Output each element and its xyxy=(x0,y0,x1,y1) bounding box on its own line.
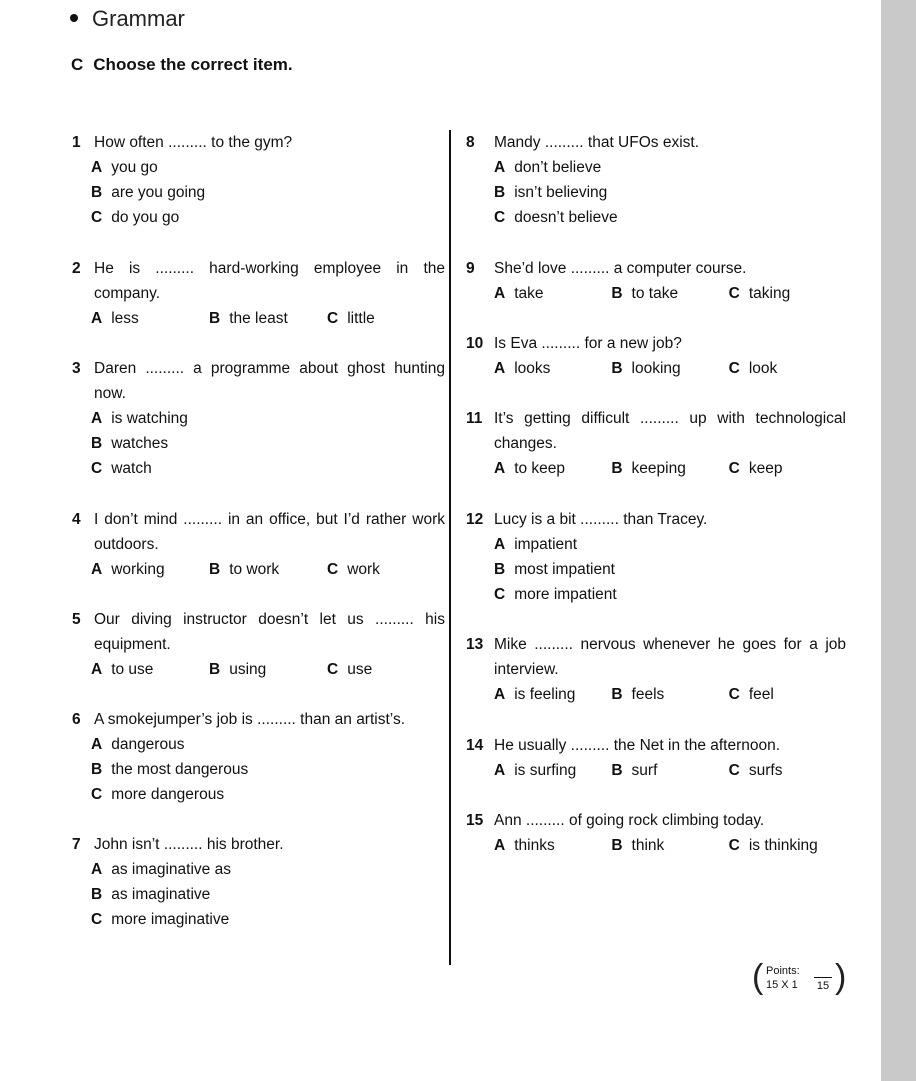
option-a[interactable]: A working xyxy=(91,561,165,578)
question-text: Daren ......... a programme about ghost hunting now. xyxy=(94,360,445,402)
question-7 xyxy=(72,832,445,932)
left-paren-icon: ( xyxy=(752,958,764,996)
option-c[interactable]: C more impatient xyxy=(494,586,617,603)
option-b[interactable]: B watches xyxy=(91,435,169,452)
option-b[interactable]: B to take xyxy=(611,285,679,302)
option-c[interactable]: C work xyxy=(327,561,380,578)
question-number: 6 xyxy=(72,711,81,728)
option-c[interactable]: C look xyxy=(728,360,778,377)
option-c[interactable]: C keep xyxy=(728,460,783,477)
question-11 xyxy=(466,406,846,481)
question-number: 10 xyxy=(466,335,484,352)
option-b[interactable]: B the least xyxy=(209,310,288,327)
question-8 xyxy=(466,130,846,230)
question-text: John isn’t ......... his brother. xyxy=(94,836,284,853)
option-a[interactable]: A as imaginative as xyxy=(91,861,231,878)
question-text: I don’t mind ......... in an office, but I’d rather work outdoors. xyxy=(94,511,445,553)
option-b[interactable]: B surf xyxy=(611,762,658,779)
option-c[interactable]: C is thinking xyxy=(728,837,818,854)
question-14 xyxy=(466,733,846,783)
option-a[interactable]: A looks xyxy=(494,360,551,377)
option-c[interactable]: C more dangerous xyxy=(91,786,225,803)
option-b[interactable]: B to work xyxy=(209,561,280,578)
question-3 xyxy=(72,356,445,481)
option-c[interactable]: C doesn’t believe xyxy=(494,209,618,226)
option-b[interactable]: B are you going xyxy=(91,184,206,201)
question-number: 1 xyxy=(72,134,81,151)
bullet-icon xyxy=(70,14,78,22)
instruction-letter: C xyxy=(71,55,84,74)
question-text: Mandy ......... that UFOs exist. xyxy=(494,134,700,151)
option-c[interactable]: C surfs xyxy=(728,762,783,779)
option-c[interactable]: C watch xyxy=(91,460,152,477)
question-6 xyxy=(72,707,445,807)
question-text: He is ......... hard-working employee in the company. xyxy=(94,260,445,302)
instruction xyxy=(71,55,293,75)
option-b[interactable]: B as imaginative xyxy=(91,886,211,903)
option-a[interactable]: A to use xyxy=(91,661,154,678)
option-b[interactable]: B most impatient xyxy=(494,561,615,578)
option-b[interactable]: B looking xyxy=(611,360,681,377)
question-text: She’d love ......... a computer course. xyxy=(494,260,747,277)
option-c[interactable]: C more imaginative xyxy=(91,911,230,928)
option-a[interactable]: A impatient xyxy=(494,536,578,553)
option-a[interactable]: A dangerous xyxy=(91,736,185,753)
question-text: A smokejumper’s job is ......... than an artist’s. xyxy=(94,711,405,728)
instruction-text: Choose the correct item. xyxy=(93,55,293,74)
points-total: 15 xyxy=(814,977,832,993)
question-number: 8 xyxy=(466,134,475,151)
points-calc: 15 X 1 xyxy=(766,979,798,991)
option-a[interactable]: A less xyxy=(91,310,139,327)
question-5 xyxy=(72,607,445,682)
question-13 xyxy=(466,632,846,707)
question-9 xyxy=(466,256,846,306)
option-b[interactable]: B feels xyxy=(611,686,665,703)
question-text: He usually ......... the Net in the afternoon. xyxy=(494,737,781,754)
question-text: It’s getting difficult ......... up with technological changes. xyxy=(494,410,846,452)
option-a[interactable]: A is feeling xyxy=(494,686,576,703)
question-4 xyxy=(72,507,445,582)
points-box xyxy=(752,958,847,998)
page-edge-shadow xyxy=(881,0,916,1081)
question-number: 15 xyxy=(466,812,484,829)
question-15 xyxy=(466,808,846,858)
question-number: 11 xyxy=(466,410,483,427)
option-a[interactable]: A thinks xyxy=(494,837,555,854)
option-b[interactable]: B the most dangerous xyxy=(91,761,249,778)
question-10 xyxy=(466,331,846,381)
option-c[interactable]: C little xyxy=(327,310,375,327)
question-text: Mike ......... nervous whenever he goes for a job interview. xyxy=(494,636,846,678)
question-number: 12 xyxy=(466,511,484,528)
question-number: 13 xyxy=(466,636,484,653)
option-a[interactable]: A you go xyxy=(91,159,158,176)
section-title: Grammar xyxy=(92,6,185,31)
option-a[interactable]: A don’t believe xyxy=(494,159,602,176)
question-number: 7 xyxy=(72,836,81,853)
option-c[interactable]: C taking xyxy=(728,285,791,302)
option-b[interactable]: B isn’t believing xyxy=(494,184,608,201)
question-number: 4 xyxy=(72,511,81,528)
option-a[interactable]: A is surfing xyxy=(494,762,577,779)
option-b[interactable]: B keeping xyxy=(611,460,686,477)
question-text: Lucy is a bit ......... than Tracey. xyxy=(494,511,708,528)
option-c[interactable]: C use xyxy=(327,661,373,678)
option-b[interactable]: B using xyxy=(209,661,267,678)
question-text: Ann ......... of going rock climbing today. xyxy=(494,812,765,829)
question-text: Is Eva ......... for a new job? xyxy=(494,335,682,352)
question-number: 9 xyxy=(466,260,475,277)
question-number: 14 xyxy=(466,737,484,754)
question-text: How often ......... to the gym? xyxy=(94,134,293,151)
option-a[interactable]: A take xyxy=(494,285,544,302)
question-1 xyxy=(72,130,445,230)
option-c[interactable]: C do you go xyxy=(91,209,180,226)
right-paren-icon: ) xyxy=(835,958,847,996)
question-number: 5 xyxy=(72,611,81,628)
question-number: 3 xyxy=(72,360,81,377)
question-text: Our diving instructor doesn’t let us ......... his equipment. xyxy=(94,611,445,653)
points-label: Points: xyxy=(766,965,800,977)
question-number: 2 xyxy=(72,260,81,277)
section-heading xyxy=(70,6,185,32)
question-2 xyxy=(72,256,445,331)
option-c[interactable]: C feel xyxy=(728,686,774,703)
question-12 xyxy=(466,507,846,607)
option-b[interactable]: B think xyxy=(611,837,665,854)
option-a[interactable]: A to keep xyxy=(494,460,566,477)
option-a[interactable]: A is watching xyxy=(91,410,188,427)
column-divider xyxy=(449,130,451,965)
